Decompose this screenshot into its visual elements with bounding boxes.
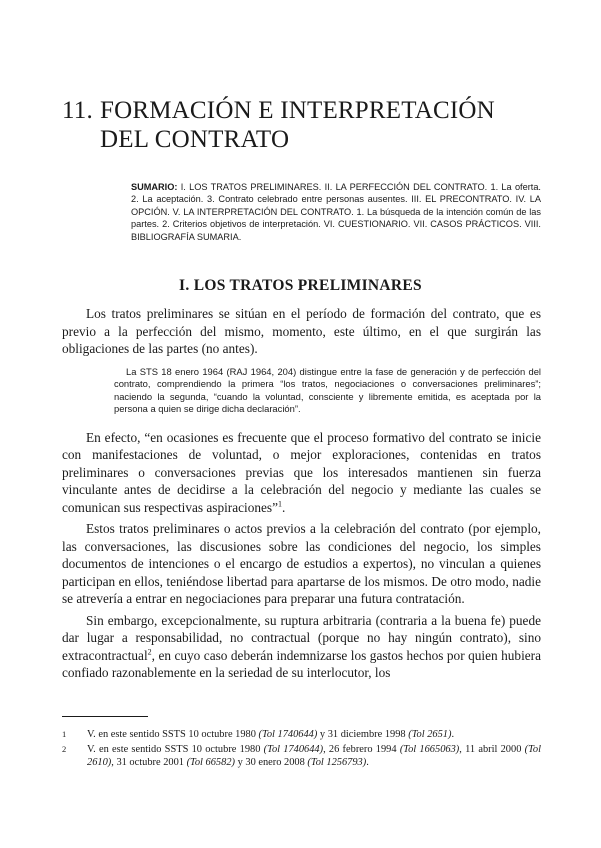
section-title: I. LOS TRATOS PRELIMINARES bbox=[179, 277, 422, 294]
citation-link[interactable]: (Tol 1740644) bbox=[258, 729, 318, 740]
footnote-2 bbox=[62, 743, 541, 769]
footnote-segment: V. en este sentido SSTS 10 octubre 1980 bbox=[87, 729, 259, 740]
footnote-1 bbox=[62, 728, 541, 741]
chapter-title-line1: FORMACIÓN E INTERPRETACIÓN bbox=[100, 97, 495, 124]
citation-link[interactable]: (Tol 2610) bbox=[87, 744, 541, 769]
paragraph-2-text: En efecto, “en ocasiones es frecuente que el proceso formativo del contrato se inicie con manifestaciones de voluntad, o mejor exploraciones, contenidas en tratos preliminares o conversaciones previas que los interesados mantienen sin fuerza vinculante antes de decidirse a la celebración del negocio y mediante las cuales se comunican sus respectivas aspiraciones” bbox=[62, 429, 541, 515]
footnote-segment: , 11 abril 2000 bbox=[459, 744, 525, 756]
footnote-segment: . bbox=[451, 729, 455, 740]
chapter-title bbox=[62, 96, 502, 154]
case-quote: La STS 18 enero 1964 (RAJ 1964, 204) distingue entre la fase de generación y de perfección del contrato, comprendiendo la primera “los tratos, negociaciones o conversaciones preliminares”; naciendo la segunda, “cuando la voluntad, consciente y libremente emitida, es aceptada por la persona a quien se dirige dicha declaración”. bbox=[114, 365, 541, 415]
footnote-segment: y 31 diciembre 1998 bbox=[317, 729, 409, 740]
paragraph-4-text-a: Sin embargo, excepcionalmente, su ruptura arbitraria (contraria a la buena fe) puede dar lugar a responsabilidad, no contractual (porque no hay ningún contrato), sino extracontractual bbox=[62, 612, 541, 663]
citation-link[interactable]: (Tol 1256793) bbox=[307, 757, 367, 769]
summary-label: SUMARIO: bbox=[131, 182, 178, 192]
footnote-segment: y 30 enero 2008 bbox=[234, 757, 308, 769]
citation-link[interactable]: (Tol 2651) bbox=[408, 729, 452, 740]
paragraph-4-text-b: , en cuyo caso deberán indemnizarse los gastos hechos por quien hubiera confiado razonablemente en la seriedad de su interlocutor, los bbox=[62, 647, 541, 681]
footnote-ref-1[interactable]: 1 bbox=[278, 499, 282, 509]
footnote-text bbox=[87, 728, 541, 741]
footnote-divider bbox=[62, 716, 148, 717]
chapter-title-line2: DEL CONTRATO bbox=[100, 126, 290, 153]
chapter-number: 11. bbox=[62, 97, 93, 124]
paragraph-4 bbox=[62, 612, 541, 682]
citation-link[interactable]: (Tol 66582) bbox=[186, 757, 235, 769]
summary-text: I. LOS TRATOS PRELIMINARES. II. LA PERFECCIÓN DEL CONTRATO. 1. La oferta. 2. La aceptación. 3. Contrato celebrado entre personas ausentes. III. EL PRECONTRATO. IV. LA OPCIÓN. V. LA INTERPRETACIÓN DEL CONTRATO. 1. La búsqueda de la intención común de las partes. 2. Criterios objetivos de interpretación. VI. CUESTIONARIO. VII. CASOS PRÁCTICOS. VIII. BIBLIOGRAFÍA SUMARIA. bbox=[131, 182, 541, 242]
citation-link[interactable]: (Tol 1665063) bbox=[399, 744, 460, 756]
footnote-number: 2 bbox=[62, 744, 67, 755]
footnote-number: 1 bbox=[62, 729, 67, 739]
footnote-segment: , 31 octubre 2001 bbox=[111, 757, 187, 769]
body-text bbox=[62, 305, 541, 682]
footnotes bbox=[62, 728, 541, 772]
citation-link[interactable]: (Tol 1740644) bbox=[263, 744, 324, 756]
paragraph-1: Los tratos preliminares se sitúan en el período de formación del contrato, que es previo a la perfección del mismo, momento, este último, en el que surgirán las obligaciones de las partes (no antes). bbox=[62, 306, 541, 356]
paragraph-3: Estos tratos preliminares o actos previos a la celebración del contrato (por ejemplo, las conversaciones, las discusiones sobre las condiciones del negocio, los simples documentos de intenciones o el encargo de estudios a expertos), no vinculan a quienes participan en ellos, teniéndose libertad para apartarse de los mismos. De otro modo, nadie se atrevería a entrar en negociaciones para preparar una futura contratación. bbox=[62, 521, 541, 607]
paragraph-2 bbox=[62, 429, 541, 517]
footnote-segment: V. en este sentido SSTS 10 octubre 1980 bbox=[87, 744, 264, 756]
footnote-segment: . bbox=[366, 757, 369, 769]
footnote-ref-2[interactable]: 2 bbox=[147, 647, 152, 657]
summary bbox=[131, 181, 541, 243]
footnote-text bbox=[87, 743, 541, 769]
paragraph-2-end: . bbox=[282, 499, 286, 515]
footnote-segment: , 26 febrero 1994 bbox=[323, 744, 400, 756]
